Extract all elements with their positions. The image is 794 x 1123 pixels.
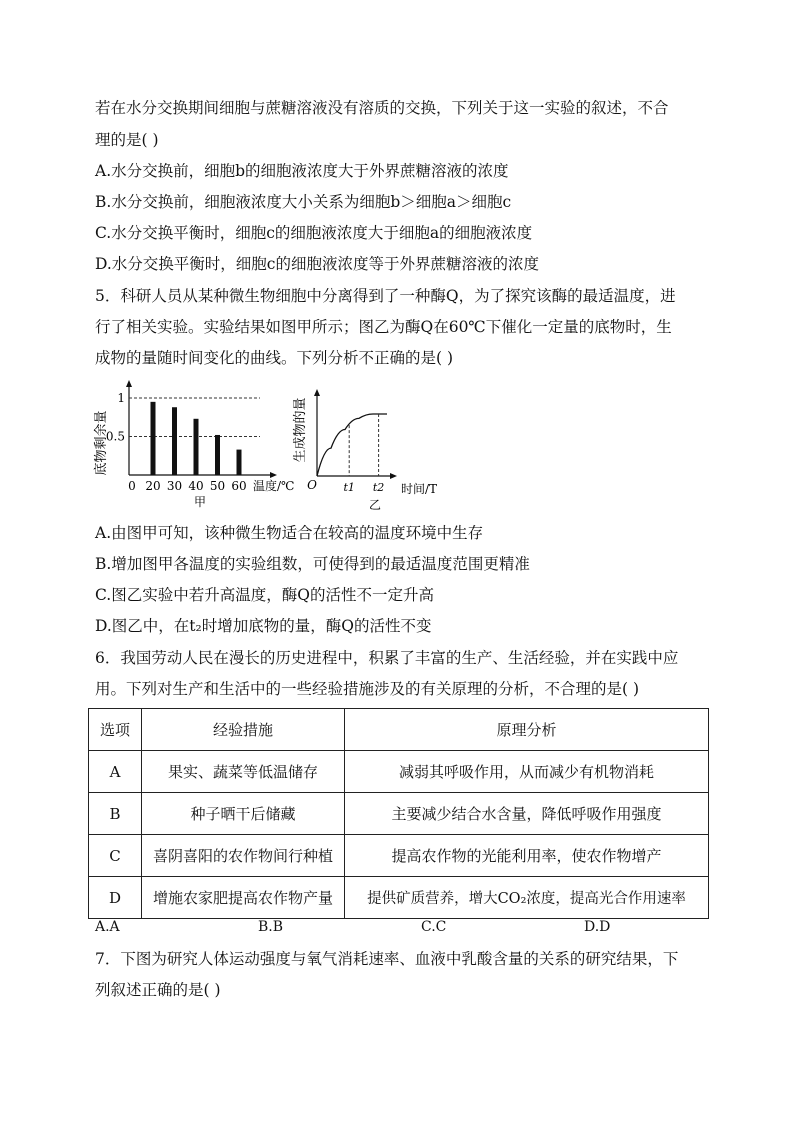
q5-stem-line2: 行了相关实验。实验结果如图甲所示；图乙为酶Q在60℃下催化一定量的底物时，生 xyxy=(95,318,672,336)
q6-row-b-principle: 主要减少结合水含量，降低呼吸作用强度 xyxy=(345,793,709,835)
q6-answer-d: D.D xyxy=(584,919,611,935)
q5-stem-line1: 5．科研人员从某种微生物细胞中分离得到了一种酶Q，为了探究该酶的最适温度，进 xyxy=(95,287,676,305)
chart-jia-bar-40 xyxy=(194,419,199,475)
q6-row-c-principle: 提高农作物的光能利用率，使农作物增产 xyxy=(345,835,709,877)
chart-jia-xtick-40: 40 xyxy=(188,479,204,493)
chart-yi-xaxis-arrow xyxy=(390,473,397,479)
chart-yi-origin: O xyxy=(307,478,317,492)
q6-row-a-measure: 果实、蔬菜等低温储存 xyxy=(142,751,345,793)
chart-yi-xtick-t1: t1 xyxy=(343,481,355,494)
q4-option-c: C.水分交换平衡时，细胞c的细胞液浓度大于细胞a的细胞液浓度 xyxy=(95,224,533,242)
chart-jia-ytick-1: 1 xyxy=(117,391,125,405)
chart-jia-origin: 0 xyxy=(128,479,136,493)
table-row xyxy=(89,793,709,835)
chart-yi xyxy=(295,385,455,520)
q6-table-header-row xyxy=(89,709,709,751)
q6-header-principle: 原理分析 xyxy=(345,709,709,751)
chart-yi-xlabel: 时间/T xyxy=(401,482,438,496)
chart-jia-ytick-0.5: 0.5 xyxy=(105,429,125,444)
chart-jia-xtick-60: 60 xyxy=(231,479,247,493)
q4-option-a: A.水分交换前，细胞b的细胞液浓度大于外界蔗糖溶液的浓度 xyxy=(95,162,509,180)
q4-stem-line2: 理的是( ) xyxy=(95,131,159,149)
q6-row-d-measure: 增施农家肥提高农作物产量 xyxy=(142,877,345,919)
q6-header-option: 选项 xyxy=(89,709,142,751)
chart-jia-xaxis-arrow xyxy=(270,472,277,478)
q6-stem-line2: 用。下列对生产和生活中的一些经验措施涉及的有关原理的分析，不合理的是( ) xyxy=(95,680,640,698)
chart-jia-xtick-50: 50 xyxy=(209,479,226,493)
chart-jia-yaxis-arrow xyxy=(126,380,132,387)
q5-option-a: A.由图甲可知，该种微生物适合在较高的温度环境中生存 xyxy=(95,524,484,542)
q6-row-c-measure: 喜阴喜阳的农作物间行种植 xyxy=(142,835,345,877)
chart-jia-bar-20 xyxy=(151,402,156,475)
q5-option-b: B.增加图甲各温度的实验组数，可使得到的最适温度范围更精准 xyxy=(95,555,530,573)
q4-option-d: D.水分交换平衡时，细胞c的细胞液浓度等于外界蔗糖溶液的浓度 xyxy=(95,255,539,273)
chart-yi-title: 乙 xyxy=(368,498,382,512)
q7-stem-line1: 7．下图为研究人体运动强度与氧气消耗速率、血液中乳酸含量的关系的研究结果，下 xyxy=(95,950,679,968)
chart-jia-xlabel: 温度/℃ xyxy=(253,479,295,493)
q6-table xyxy=(88,708,709,919)
q4-stem-line1: 若在水分交换期间细胞与蔗糖溶液没有溶质的交换，下列关于这一实验的叙述，不合 xyxy=(95,99,669,117)
q6-row-b-measure: 种子晒干后储藏 xyxy=(142,793,345,835)
q6-answer-c: C.C xyxy=(421,919,447,935)
chart-jia-xtick-30: 30 xyxy=(166,479,183,493)
q6-row-a-principle: 减弱其呼吸作用，从而减少有机物消耗 xyxy=(345,751,709,793)
q5-option-d: D.图乙中，在t₂时增加底物的量，酶Q的活性不变 xyxy=(95,617,432,635)
q6-answer-b: B.B xyxy=(258,919,284,935)
chart-yi-yaxis-arrow xyxy=(314,389,320,396)
chart-jia-bar-30 xyxy=(172,407,177,475)
chart-yi-ylabel: 生成物的量 xyxy=(293,397,308,463)
q4-option-b: B.水分交换前，细胞液浓度大小关系为细胞b＞细胞a＞细胞c xyxy=(95,193,512,211)
chart-yi-curve xyxy=(317,414,387,476)
table-row xyxy=(89,751,709,793)
q6-answer-a: A.A xyxy=(95,919,120,935)
chart-jia-ylabel: 底物剩余量 xyxy=(94,410,109,476)
q6-row-c-option: C xyxy=(89,835,142,877)
q5-option-c: C.图乙实验中若升高温度，酶Q的活性不一定升高 xyxy=(95,586,434,604)
q6-row-b-option: B xyxy=(89,793,142,835)
q6-row-d-principle: 提供矿质营养，增大CO₂浓度，提高光合作用速率 xyxy=(345,877,709,919)
chart-yi-xtick-t2: t2 xyxy=(372,481,385,494)
q5-stem-line3: 成物的量随时间变化的曲线。下列分析不正确的是( ) xyxy=(95,349,454,367)
table-row xyxy=(89,835,709,877)
q6-row-a-option: A xyxy=(89,751,142,793)
chart-jia-bar-50 xyxy=(215,435,220,475)
q6-header-measure: 经验措施 xyxy=(142,709,345,751)
table-row xyxy=(89,877,709,919)
chart-jia xyxy=(95,378,305,518)
chart-jia-title: 甲 xyxy=(193,495,207,509)
q6-stem-line1: 6．我国劳动人民在漫长的历史进程中，积累了丰富的生产、生活经验，并在实践中应 xyxy=(95,649,679,667)
chart-jia-xtick-20: 20 xyxy=(145,479,161,493)
chart-jia-bar-60 xyxy=(237,450,242,475)
q6-row-d-option: D xyxy=(89,877,142,919)
q7-stem-line2: 列叙述正确的是( ) xyxy=(95,981,221,999)
